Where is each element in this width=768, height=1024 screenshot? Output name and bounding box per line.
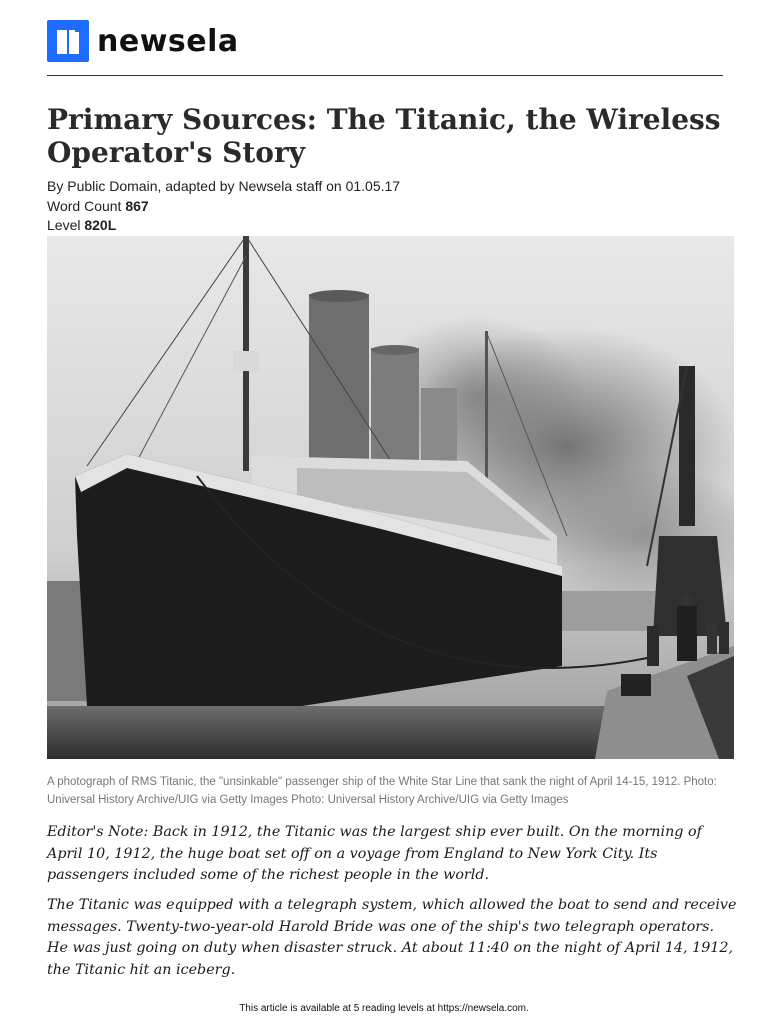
word-count-label: Word Count	[47, 197, 122, 214]
byline: By Public Domain, adapted by Newsela staff on 01.05.17	[47, 178, 401, 194]
brand-name[interactable]: newsela	[97, 24, 239, 59]
photo-caption: A photograph of RMS Titanic, the "unsinkable" passenger ship of the White Star Line that sank the night of April 14-15, 1912. Photo: Universal History Archive/UIG via Getty Images Photo: Universal History Archive/UIG via Getty Images	[47, 776, 717, 806]
reading-level	[47, 216, 400, 236]
newsela-logo-icon[interactable]	[47, 20, 89, 62]
word-count	[47, 197, 400, 217]
titanic-photo	[47, 236, 734, 759]
editors-note-paragraph: Editor's Note: Back in 1912, the Titanic was the largest ship ever built. On the morning of April 10, 1912, the huge boat set off on a voyage from England to New York City. Its passengers included some of the richest people in the world.	[47, 824, 702, 883]
word-count-value: 867	[125, 197, 149, 214]
level-label: Level	[47, 217, 81, 233]
article-meta	[47, 177, 400, 236]
body-paragraph: The Titanic was equipped with a telegraph system, which allowed the boat to send and receive messages. Twenty-two-year-old Harold Bride was one of the ship's two telegraph operators. He was just going on duty when disaster struck. At about 11:40 on the night of April 14, 1912, the Titanic hit an iceberg.	[47, 897, 737, 978]
article-title: Primary Sources: The Titanic, the Wireless Operator's Story	[47, 103, 721, 169]
header	[47, 20, 723, 76]
level-value: 820L	[84, 217, 117, 233]
footer-note: This article is available at 5 reading levels at https://newsela.com.	[239, 1003, 529, 1014]
